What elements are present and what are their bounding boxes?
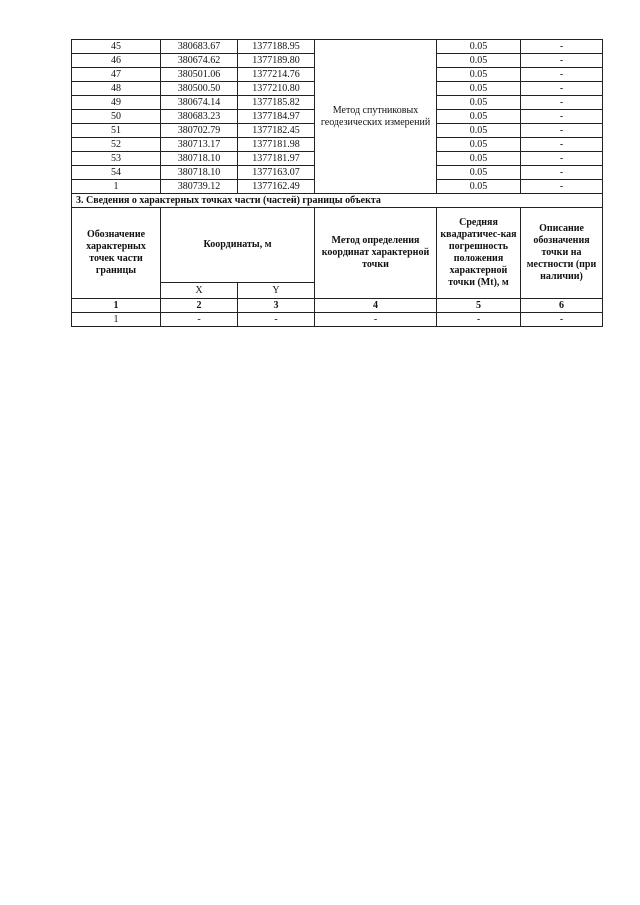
column-number: 2 <box>161 299 238 313</box>
point-description: - <box>521 68 603 82</box>
point-x: 380674.62 <box>161 54 238 68</box>
point-error: 0.05 <box>437 40 521 54</box>
point-y: 1377185.82 <box>238 96 315 110</box>
point-number: 47 <box>72 68 161 82</box>
column-number: 5 <box>437 299 521 313</box>
point-y: 1377188.95 <box>238 40 315 54</box>
column-number: 3 <box>238 299 315 313</box>
point-description: - <box>521 152 603 166</box>
point-y: 1377184.97 <box>238 110 315 124</box>
point-number: 50 <box>72 110 161 124</box>
header-description: Описание обозначения точки на местности (при наличии) <box>521 208 603 299</box>
point-number: 51 <box>72 124 161 138</box>
column-number: 6 <box>521 299 603 313</box>
table-row <box>72 313 603 327</box>
point-x: 380501.06 <box>161 68 238 82</box>
point-x: 380739.12 <box>161 180 238 194</box>
point-error: 0.05 <box>437 110 521 124</box>
point-x: 380718.10 <box>161 152 238 166</box>
part-point-x: - <box>161 313 238 327</box>
point-description: - <box>521 110 603 124</box>
column-number: 4 <box>315 299 437 313</box>
point-description: - <box>521 40 603 54</box>
point-y: 1377162.49 <box>238 180 315 194</box>
part-point-error: - <box>437 313 521 327</box>
point-error: 0.05 <box>437 68 521 82</box>
header-method: Метод определения координат характерной точки <box>315 208 437 299</box>
header-designation: Обозначение характерных точек части границы <box>72 208 161 299</box>
table-row <box>72 40 603 54</box>
part-point-y: - <box>238 313 315 327</box>
point-description: - <box>521 82 603 96</box>
part-point-method: - <box>315 313 437 327</box>
header-y: Y <box>238 283 315 299</box>
method-cell: Метод спутниковых геодезических измерений <box>315 40 437 194</box>
point-description: - <box>521 96 603 110</box>
point-description: - <box>521 124 603 138</box>
point-y: 1377214.76 <box>238 68 315 82</box>
point-number: 54 <box>72 166 161 180</box>
section-title: 3. Сведения о характерных точках части (частей) границы объекта <box>72 194 603 208</box>
point-error: 0.05 <box>437 180 521 194</box>
point-number: 49 <box>72 96 161 110</box>
point-x: 380713.17 <box>161 138 238 152</box>
point-y: 1377189.80 <box>238 54 315 68</box>
point-description: - <box>521 180 603 194</box>
point-error: 0.05 <box>437 166 521 180</box>
point-y: 1377181.98 <box>238 138 315 152</box>
point-number: 48 <box>72 82 161 96</box>
point-number: 53 <box>72 152 161 166</box>
boundary-points-table <box>71 39 603 327</box>
point-error: 0.05 <box>437 138 521 152</box>
point-x: 380500.50 <box>161 82 238 96</box>
header-coordinates: Координаты, м <box>161 208 315 283</box>
point-x: 380683.23 <box>161 110 238 124</box>
point-number: 45 <box>72 40 161 54</box>
column-number: 1 <box>72 299 161 313</box>
point-y: 1377182.45 <box>238 124 315 138</box>
section-title-row <box>72 194 603 208</box>
point-error: 0.05 <box>437 82 521 96</box>
point-x: 380718.10 <box>161 166 238 180</box>
point-description: - <box>521 54 603 68</box>
point-number: 46 <box>72 54 161 68</box>
point-error: 0.05 <box>437 96 521 110</box>
point-error: 0.05 <box>437 152 521 166</box>
point-y: 1377163.07 <box>238 166 315 180</box>
column-numbers-row <box>72 299 603 313</box>
point-y: 1377181.97 <box>238 152 315 166</box>
header-row <box>72 208 603 283</box>
point-number: 1 <box>72 180 161 194</box>
point-number: 52 <box>72 138 161 152</box>
header-x: X <box>161 283 238 299</box>
point-error: 0.05 <box>437 124 521 138</box>
part-point-description: - <box>521 313 603 327</box>
point-y: 1377210.80 <box>238 82 315 96</box>
point-error: 0.05 <box>437 54 521 68</box>
point-x: 380674.14 <box>161 96 238 110</box>
point-x: 380683.67 <box>161 40 238 54</box>
header-error: Средняя квадратичес-кая погрешность положения характерной точки (Mt), м <box>437 208 521 299</box>
point-description: - <box>521 166 603 180</box>
point-description: - <box>521 138 603 152</box>
point-x: 380702.79 <box>161 124 238 138</box>
part-point-number: 1 <box>72 313 161 327</box>
